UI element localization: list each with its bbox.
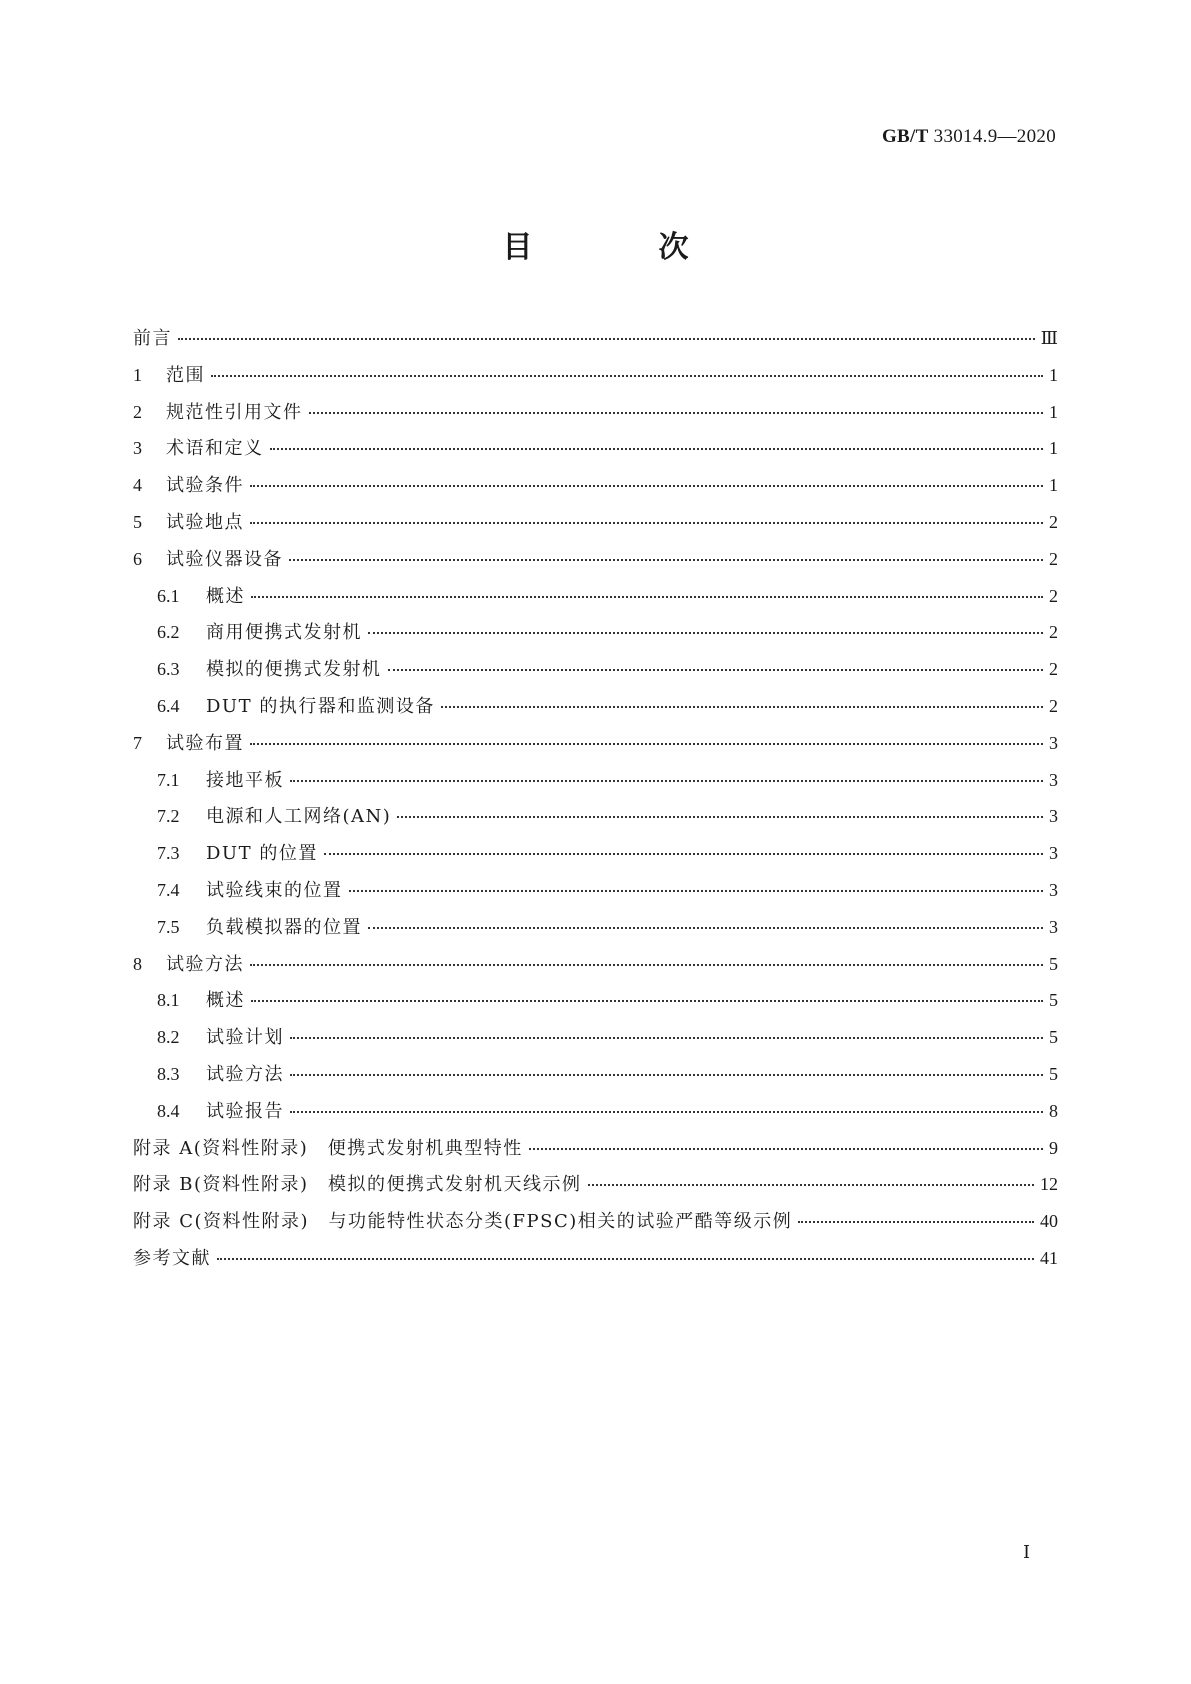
toc-entry-number: 6.3: [157, 659, 180, 680]
toc-leader-dots: [290, 1110, 1043, 1113]
toc-entry-number: 6.2: [157, 622, 180, 643]
page-number: Ⅰ: [1023, 1542, 1031, 1562]
toc-entry-title: 模拟的便携式发射机: [206, 659, 382, 681]
standard-code: 33014.9—2020: [933, 126, 1056, 147]
toc-leader-dots: [250, 742, 1043, 745]
toc-entry-page: 3: [1049, 732, 1058, 753]
toc-leader-dots: [388, 668, 1044, 671]
toc-entry-number: 3: [133, 438, 142, 459]
toc-entry[interactable]: [133, 508, 1058, 545]
toc-entry-title: 试验线束的位置: [206, 879, 343, 901]
toc-entry-title: 参考文献: [133, 1247, 211, 1269]
toc-entry[interactable]: [133, 655, 1058, 692]
toc-leader-dots: [368, 631, 1043, 634]
toc-leader-dots: [441, 705, 1043, 708]
toc-entry-title: 试验布置: [166, 732, 244, 754]
toc-entry-title: 电源和人工网络(AN): [206, 806, 392, 828]
toc-leader-dots: [349, 889, 1044, 892]
table-of-contents: [133, 324, 1058, 1281]
toc-entry-title: 规范性引用文件: [166, 401, 303, 423]
toc-leader-dots: [250, 521, 1043, 524]
toc-leader-dots: [290, 1036, 1043, 1039]
toc-entry-page: 2: [1049, 585, 1058, 606]
toc-entry[interactable]: [133, 361, 1058, 398]
toc-entry-number: 6.1: [157, 585, 180, 606]
toc-entry-title: 附录 C(资料性附录) 与功能特性状态分类(FPSC)相关的试验严酷等级示例: [133, 1211, 793, 1233]
toc-leader-dots: [250, 484, 1043, 487]
toc-entry[interactable]: [133, 839, 1058, 876]
toc-leader-dots: [324, 852, 1043, 855]
toc-entry-number: 7.1: [157, 769, 180, 790]
toc-entry-page: 3: [1049, 806, 1058, 827]
toc-entry-title: 试验仪器设备: [166, 548, 283, 570]
toc-leader-dots: [309, 411, 1044, 414]
toc-entry-number: 2: [133, 401, 142, 422]
toc-entry-title: 附录 B(资料性附录) 模拟的便携式发射机天线示例: [133, 1174, 582, 1196]
toc-entry[interactable]: [133, 618, 1058, 655]
toc-entry-page: 41: [1040, 1247, 1058, 1268]
toc-entry[interactable]: [133, 876, 1058, 913]
toc-entry-page: 8: [1049, 1100, 1058, 1121]
toc-entry-number: 4: [133, 475, 142, 496]
toc-leader-dots: [217, 1257, 1034, 1260]
toc-leader-dots: [211, 374, 1043, 377]
toc-entry-page: 1: [1049, 438, 1058, 459]
toc-leader-dots: [270, 447, 1044, 450]
toc-entry-title: 前言: [133, 328, 172, 349]
toc-entry-page: 5: [1049, 953, 1058, 974]
toc-entry-page: 5: [1049, 1027, 1058, 1048]
toc-entry-title: 试验方法: [166, 953, 244, 975]
toc-entry-page: Ⅲ: [1040, 328, 1058, 348]
toc-entry-title: 附录 A(资料性附录) 便携式发射机典型特性: [133, 1137, 523, 1159]
toc-entry-number: 6.4: [157, 695, 180, 716]
toc-entry-title: 商用便携式发射机: [206, 622, 362, 644]
toc-entry-page: 3: [1049, 879, 1058, 900]
toc-entry-page: 12: [1040, 1174, 1058, 1195]
toc-entry-page: 5: [1049, 1063, 1058, 1084]
toc-entry-title: 试验方法: [206, 1063, 284, 1085]
toc-entry-title: 试验条件: [166, 475, 244, 497]
toc-leader-dots: [290, 1073, 1043, 1076]
toc-leader-dots: [588, 1183, 1035, 1186]
toc-entry[interactable]: [133, 324, 1058, 361]
toc-entry-page: 3: [1049, 916, 1058, 937]
toc-entry[interactable]: [133, 986, 1058, 1023]
toc-entry-page: 2: [1049, 548, 1058, 569]
toc-leader-dots: [250, 963, 1043, 966]
toc-entry-page: 2: [1049, 659, 1058, 680]
toc-entry-title: DUT 的位置: [206, 843, 318, 865]
toc-leader-dots: [290, 779, 1043, 782]
toc-entry[interactable]: [133, 471, 1058, 508]
toc-entry[interactable]: [133, 766, 1058, 803]
toc-entry-title: 试验地点: [166, 511, 244, 533]
toc-entry[interactable]: [133, 398, 1058, 435]
toc-leader-dots: [798, 1220, 1034, 1223]
toc-title: 目 次: [502, 230, 737, 265]
toc-entry[interactable]: [133, 729, 1058, 766]
toc-entry-number: 8.4: [157, 1100, 180, 1121]
toc-entry-number: 1: [133, 364, 142, 385]
toc-entry-number: 8.3: [157, 1063, 180, 1084]
standard-number: [882, 126, 1056, 148]
toc-leader-dots: [397, 815, 1043, 818]
toc-entry-number: 7.2: [157, 806, 180, 827]
toc-entry-page: 1: [1049, 364, 1058, 385]
toc-leader-dots: [289, 558, 1043, 561]
toc-entry[interactable]: [133, 1134, 1058, 1171]
toc-entry-title: 负载模拟器的位置: [206, 916, 362, 938]
toc-entry-page: 2: [1049, 622, 1058, 643]
toc-entry-number: 7.5: [157, 916, 180, 937]
toc-entry-number: 6: [133, 548, 142, 569]
toc-entry-title: 接地平板: [206, 769, 284, 791]
toc-entry[interactable]: [133, 802, 1058, 839]
toc-entry-title: DUT 的执行器和监测设备: [206, 695, 435, 717]
toc-entry[interactable]: [133, 582, 1058, 619]
toc-entry[interactable]: [133, 1097, 1058, 1134]
toc-entry-number: 8: [133, 953, 142, 974]
toc-entry-number: 7: [133, 732, 142, 753]
toc-entry-title: 概述: [206, 585, 245, 607]
toc-leader-dots: [251, 999, 1043, 1002]
toc-entry-page: 2: [1049, 695, 1058, 716]
toc-entry[interactable]: [133, 950, 1058, 987]
toc-entry-page: 5: [1049, 990, 1058, 1011]
toc-entry-page: 1: [1049, 475, 1058, 496]
toc-entry[interactable]: [133, 692, 1058, 729]
toc-entry[interactable]: [133, 1170, 1058, 1207]
toc-entry-title: 范围: [166, 364, 205, 386]
toc-entry-page: 3: [1049, 769, 1058, 790]
toc-entry[interactable]: [133, 1023, 1058, 1060]
toc-leader-dots: [529, 1147, 1043, 1150]
toc-entry-page: 2: [1049, 511, 1058, 532]
toc-entry-number: 5: [133, 511, 142, 532]
toc-entry-page: 40: [1040, 1211, 1058, 1232]
toc-leader-dots: [251, 595, 1043, 598]
toc-entry-page: 3: [1049, 843, 1058, 864]
toc-entry[interactable]: [133, 1060, 1058, 1097]
toc-entry-title: 试验计划: [206, 1027, 284, 1049]
toc-leader-dots: [368, 926, 1043, 929]
toc-entry-number: 8.1: [157, 990, 180, 1011]
toc-entry-number: 7.4: [157, 879, 180, 900]
toc-entry-page: 1: [1049, 401, 1058, 422]
toc-entry[interactable]: [133, 913, 1058, 950]
toc-entry[interactable]: [133, 1244, 1058, 1281]
toc-leader-dots: [178, 337, 1035, 340]
toc-entry-title: 概述: [206, 990, 245, 1012]
toc-entry[interactable]: [133, 545, 1058, 582]
toc-entry[interactable]: [133, 1207, 1058, 1244]
toc-entry[interactable]: [133, 434, 1058, 471]
standard-prefix: GB/T: [881, 126, 929, 147]
toc-entry-title: 术语和定义: [166, 438, 264, 460]
toc-entry-page: 9: [1049, 1137, 1058, 1158]
toc-entry-number: 7.3: [157, 843, 180, 864]
toc-entry-number: 8.2: [157, 1027, 180, 1048]
toc-entry-title: 试验报告: [206, 1100, 284, 1122]
